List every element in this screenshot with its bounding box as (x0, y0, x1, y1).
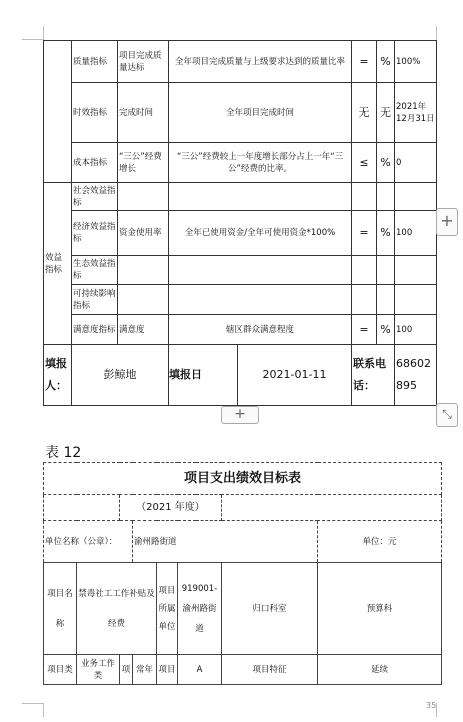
indicator-level3-cell: “三公”经费增长 (118, 143, 169, 183)
indicator-level3-cell: 满意度 (118, 315, 169, 345)
indicator-desc-cell (169, 183, 352, 211)
indicator-unit-cell (377, 285, 395, 315)
item-label: 项 (120, 655, 133, 685)
indicator-level2-cell: 经济效益指标 (72, 211, 118, 256)
feature-value: 延续 (318, 655, 442, 685)
indicator-level3-cell: 资金使用率 (118, 211, 169, 256)
project-type-label: 项目类 (44, 655, 77, 685)
indicator-level1-cell (44, 41, 72, 183)
title-row (44, 463, 442, 495)
indicator-op-cell: ≤ (352, 143, 377, 183)
project-type-value: 业务工作类 (77, 655, 120, 685)
indicator-op-cell (352, 285, 377, 315)
mgmt-dept-label: 归口科室 (222, 563, 318, 655)
table-row (44, 256, 437, 285)
indicator-unit-cell: % (377, 315, 395, 345)
indicator-value-cell (395, 285, 437, 315)
phone-label: 联系电话： (352, 345, 395, 406)
crop-guide (43, 703, 44, 717)
indicator-value-cell: 2021年12月31日 (395, 83, 437, 143)
indicator-op-cell: = (352, 315, 377, 345)
indicator-level2-cell: 可持续影响指标 (72, 285, 118, 315)
crop-guide (22, 703, 43, 704)
unit-name-label: 单位名称（公章）： (44, 521, 133, 563)
project-performance-table (43, 462, 442, 685)
add-row-button[interactable]: + (221, 406, 259, 424)
date-value: 2021-01-11 (262, 368, 327, 381)
feature-label: 项目特征 (222, 655, 318, 685)
table-row (44, 211, 437, 256)
indicator-level2-cell: 生态效益指标 (72, 256, 118, 285)
indicator-desc-cell: “三公”经费较上一年度增长部分占上一年“三公”经费的比率。 (169, 143, 352, 183)
indicator-unit-cell (377, 256, 395, 285)
indicator-value-cell: 100% (395, 41, 437, 83)
indicator-value-cell (395, 256, 437, 285)
table-row (44, 41, 437, 83)
project-label: 项目 (157, 655, 178, 685)
table-row (44, 143, 437, 183)
crop-guide (436, 26, 437, 40)
indicator-level2-cell: 时效指标 (72, 83, 118, 143)
resize-table-icon[interactable]: ⤡ (436, 403, 458, 427)
indicator-unit-cell: % (377, 211, 395, 256)
page-number: 35 (426, 701, 437, 710)
phone-value: 68602895 (395, 345, 437, 406)
indicator-desc-cell: 全年已使用资金/全年可使用资金*100% (169, 211, 352, 256)
indicator-op-cell: = (352, 41, 377, 83)
blank-cell (222, 495, 442, 521)
table-row (44, 183, 437, 211)
indicator-value-cell: 0 (395, 143, 437, 183)
indicator-level2-cell: 满意度指标 (72, 315, 118, 345)
unit-name-value: 渝州路街道 (133, 521, 318, 563)
date-cell (169, 345, 352, 406)
section-label: 表 12 (45, 445, 82, 461)
indicator-level2-cell: 社会效益指标 (72, 183, 118, 211)
crop-guide (43, 26, 44, 40)
indicator-unit-cell (377, 183, 395, 211)
indicator-level2-cell: 成本指标 (72, 143, 118, 183)
indicator-op-cell (352, 256, 377, 285)
indicator-unit-cell: 无 (377, 83, 395, 143)
project-info-row (44, 563, 442, 655)
indicator-unit-cell: % (377, 143, 395, 183)
project-code: A (178, 655, 222, 685)
indicator-op-cell: 无 (352, 83, 377, 143)
indicator-level3-cell: 项目完成质量达标 (118, 41, 169, 83)
indicator-desc-cell (169, 285, 352, 315)
table-row (44, 83, 437, 143)
indicator-op-cell (352, 183, 377, 211)
benefit-indicator-label: 效益指标 (44, 183, 72, 345)
dept-label: 项目所属单位 (157, 563, 178, 655)
money-unit-label: 单位：元 (318, 521, 442, 563)
project-name-value: 禁毒社工工作补贴及经费 (77, 563, 157, 655)
indicator-level3-cell: 完成时间 (118, 83, 169, 143)
footer-row (44, 345, 437, 406)
filler-name: 彭鲸地 (72, 345, 169, 406)
indicator-level3-cell (118, 285, 169, 315)
budget-dept-label: 预算科 (318, 563, 442, 655)
dept-value: 919001-渝州路街道 (178, 563, 222, 655)
unit-row (44, 521, 442, 563)
indicator-value-cell: 100 (395, 315, 437, 345)
indicator-desc-cell (169, 256, 352, 285)
add-column-button[interactable]: + (436, 208, 458, 236)
indicator-desc-cell: 全年项目完成质量与上级要求达到的质量比率 (169, 41, 352, 83)
blank-cell (44, 495, 120, 521)
indicator-desc-cell: 全年项目完成时间 (169, 83, 352, 143)
performance-indicators-table (43, 40, 437, 406)
filler-label: 填报人： (44, 345, 72, 406)
table-row (44, 285, 437, 315)
date-label: 填报日 (169, 345, 238, 405)
indicator-unit-cell: % (377, 41, 395, 83)
table-row (44, 315, 437, 345)
indicator-op-cell: = (352, 211, 377, 256)
indicator-value-cell (395, 183, 437, 211)
year-label: （2021 年度） (120, 495, 222, 521)
indicator-level2-cell: 质量指标 (72, 41, 118, 83)
indicator-level3-cell (118, 256, 169, 285)
indicator-value-cell: 100 (395, 211, 437, 256)
year-row (44, 495, 442, 521)
indicator-level3-cell (118, 183, 169, 211)
indicator-desc-cell: 辖区群众满意程度 (169, 315, 352, 345)
table-title: 项目支出绩效目标表 (44, 463, 442, 495)
project-type-row (44, 655, 442, 685)
annual-label: 常年 (133, 655, 157, 685)
crop-guide (22, 39, 43, 40)
project-name-label: 项目名称 (44, 563, 77, 655)
